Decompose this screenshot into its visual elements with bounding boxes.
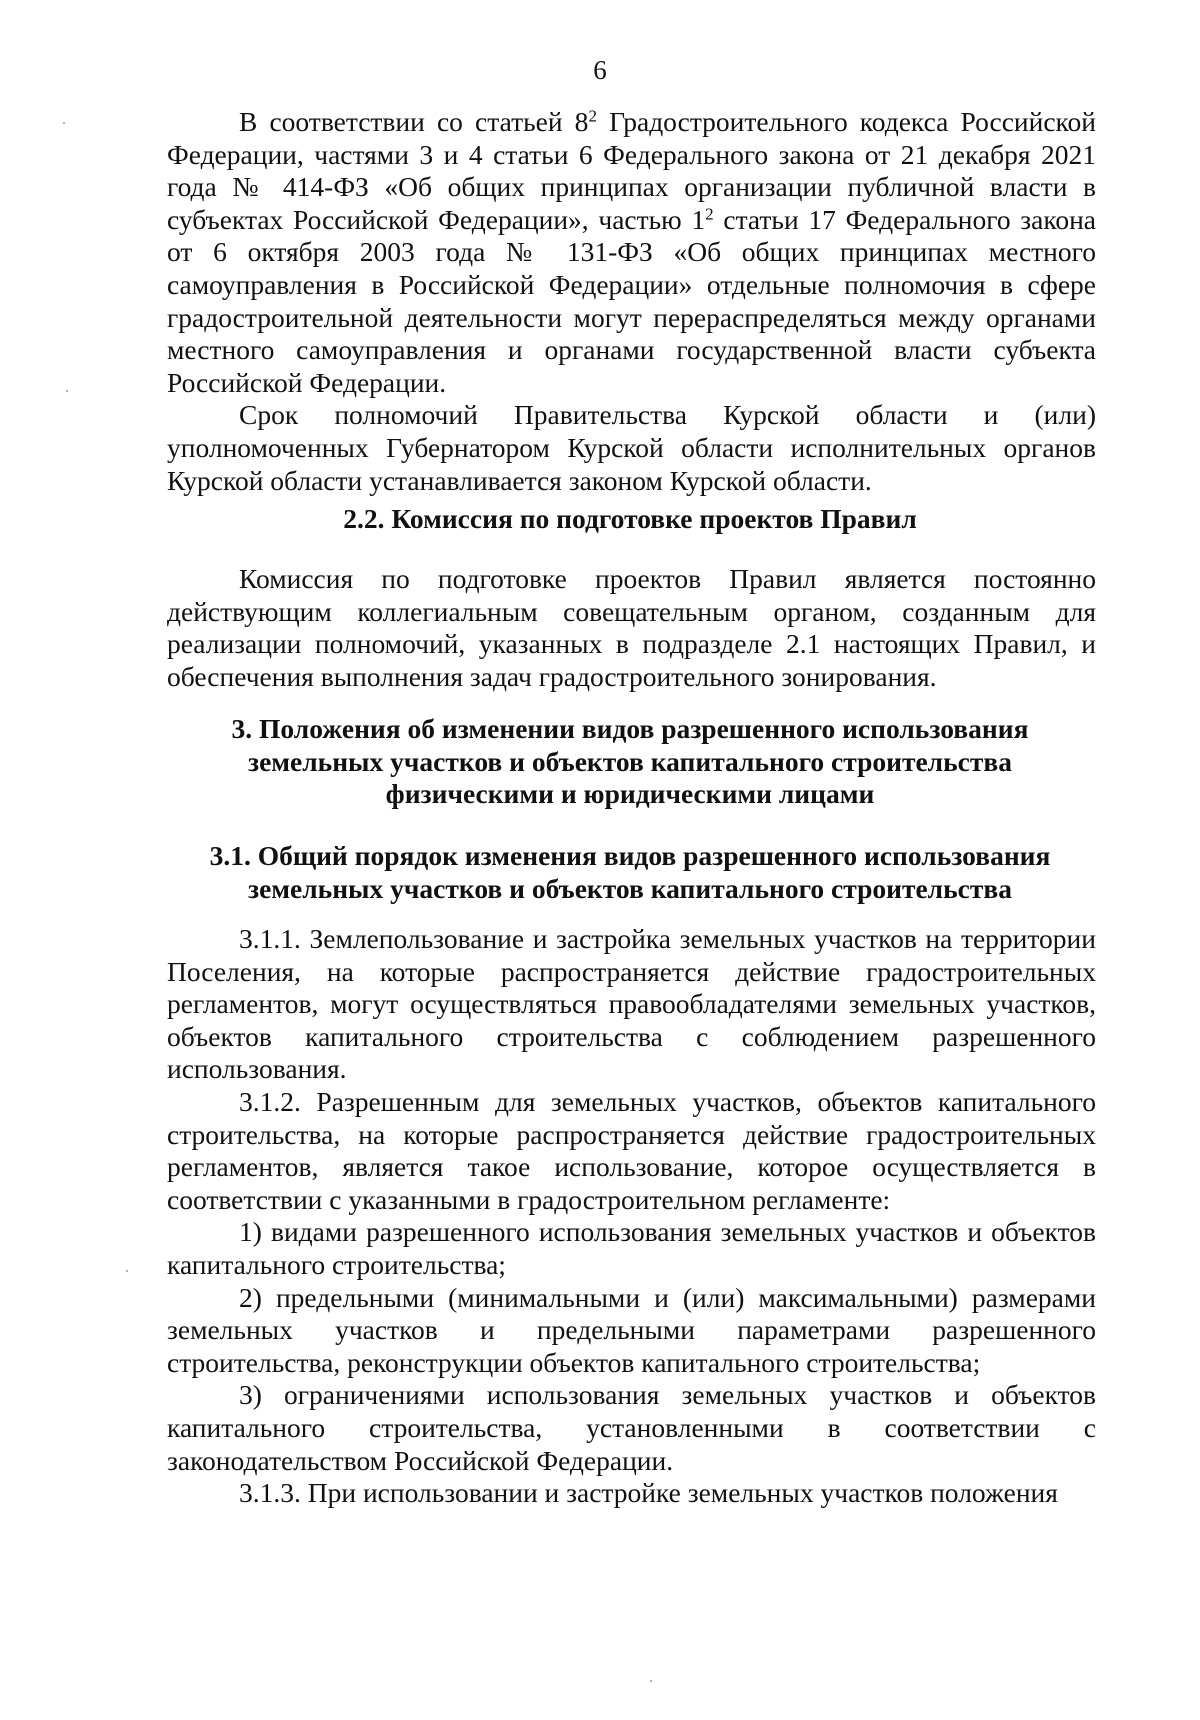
section-3-1-heading: 3.1. Общий порядок изменения видов разрешенного использования земельных участков и объектов капитального строительства [209,840,1051,904]
section-2-2-heading: 2.2. Комиссия по подготовке проектов Правил [343,503,917,534]
paragraph-3-1-2: 3.1.2. Разрешенным для земельных участков, объектов капитального строительства, на которые распространяется действие градостроительных регламентов, является такое использование, которое осуществляется в соответствии с указанными в градостроительном регламенте: [167,1085,1096,1215]
section-3-heading: 3. Положения об изменении видов разрешенного использования земельных участков и объектов капитального строительства физическими и юридическими лицами [231,713,1029,810]
scan-speck [126,1270,128,1272]
section-2-1-end [167,106,1096,497]
page-number: 6 [593,55,607,85]
list-item-3: 3) ограничениями использования земельных участков и объектов капитального строительства, установленными в соответствии с законодательством Российской Федерации. [167,1379,1096,1476]
scan-speck [66,390,68,392]
paragraph-powers-redistribution: В соответствии со статьей $8^2$ Градостроительного кодекса Российской Федерации, частями 3 и 4 статьи 6 Федерального закона от 21 декабря 2021 года № 414-ФЗ «Об общих принципах организации публичной власти в субъектах Российской Федерации», частью $1^2$ статьи 17 Федерального закона от 6 октября 2003 года № 131-ФЗ «Об общих принципах местного самоуправления в Российской Федерации» отдельные полномочия в сфере градостроительной деятельности могут перераспределяться между органами местного самоуправления и органами государственной власти субъекта Российской Федерации. [167,106,1096,398]
scan-speck [63,122,65,124]
list-item-2: 2) предельными (минимальными и (или) максимальными) размерами земельных участков и предельными параметрами разрешенного строительства, реконструкции объектов капитального строительства; [167,1281,1096,1378]
superscript-2: 2 [588,106,597,126]
section-2-2-body [167,563,1096,693]
section-3-1-body [167,923,1096,1510]
paragraph-3-1-3: 3.1.3. При использовании и застройке земельных участков положения [239,1477,1058,1509]
paragraph-3-1-1: 3.1.1. Землепользование и застройка земельных участков на территории Поселения, на которые распространяется действие градостроительных регламентов, могут осуществляться правообладателями земельных участков, объектов капитального строительства с соблюдением разрешенного использования. [167,923,1096,1085]
list-item-1: 1) видами разрешенного использования земельных участков и объектов капитального строительства; [167,1216,1096,1280]
superscript-2: 2 [705,204,714,224]
scan-speck [650,1680,652,1682]
paragraph-commission: Комиссия по подготовке проектов Правил является постоянно действующим коллегиальным совещательным органом, созданным для реализации полномочий, указанных в подразделе 2.1 настоящих Правил, и обеспечения выполнения задач градостроительного зонирования. [167,563,1096,692]
paragraph-term-of-powers: Срок полномочий Правительства Курской области и (или) уполномоченных Губернатором Курской области исполнительных органов Курской области устанавливается законом Курской области. [167,399,1096,496]
